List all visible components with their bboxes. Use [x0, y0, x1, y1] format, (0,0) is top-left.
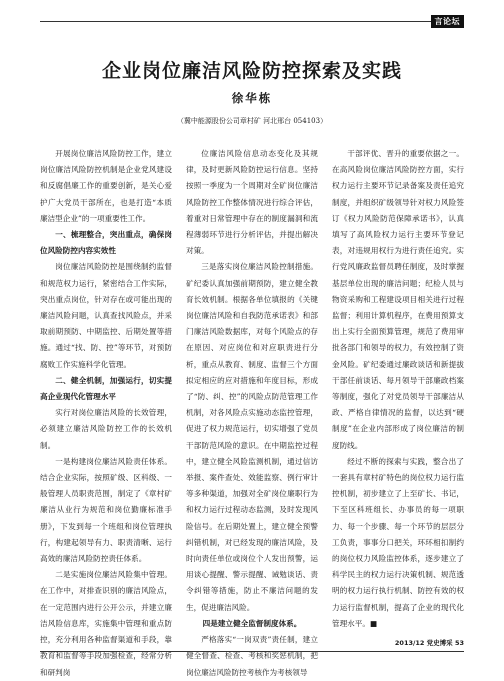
body-paragraph: 位廉洁风险信息动态变化及其规律，及时更新风险防控运行信息。坚持按照一季度为一个周期对全矿岗位廉洁风险防控工作整体情况进行综合评估，着重对日常管理中存在的制度漏洞和流程薄弱环节进行分析评估，并提出解决对策。 [186, 149, 318, 256]
body-paragraph: 实行对岗位廉洁风险的长效管理，必须建立廉洁风险防控工作的长效机制。 [40, 408, 172, 450]
body-paragraph: 三是落实岗位廉洁风险控制措施。矿纪委认真加强前期预防，建立健全教育长效机制。根据各单位填报的《关键岗位廉洁风险和自我防范承诺表》和部门廉洁风险数据库，对每个风险点的存在原因、对应岗位和对应职责进行分析，重点从教育、制度、监督三个方面拟定相应的应对措施和年度目标，形成了“防、纠、控”的风险点防范管理工作机制，对各风险点实施动态监控管理，促进了权力规范运行，切实增强了党员干部防范风险的意识。在中期监控过程中，建立健全风险监测机制，通过信访举报、案件查处、效能监察、例行审计等多种渠道，加强对全矿岗位廉职行为和权力运行过程动态监测，及时发现风险信号。在后期处置上，建立健全预警纠错机制，对已经发现的廉洁风险，及时向责任单位或岗位个人发出预警，运用谈心提醒、警示提醒、诫勉谈话、责令纠错等措施，防止不廉洁问题的发生，促进廉洁风险。 [186, 262, 318, 612]
body-paragraph: 经过不断的探索与实践，整合出了一套具有章村矿特色的岗位权力运行监控机制，初步建立了上至矿长、书记，下至区科班组长、办事员的每一项职力、每一个步骤、每一个环节的层层分工负责，事事分口把关，环环相扣制约的岗位权力风险监控体系，逐步建立了科学民主的权力运行决策机制、规范透明的权力运行执行机制、防控有效的权力运行监督机制，提高了企业的现代化管理水平。■ [332, 456, 464, 628]
column-3 [332, 146, 464, 681]
section-heading: 一、梳理整合，突出重点，确保岗位风险防控内容实效性 [40, 230, 172, 256]
body-paragraph: 岗位廉洁风险防控是围绕制约监督和规范权力运行，紧密结合工作实际，突出重点岗位，针对存在或可能出现的廉洁风险问题，认真查找风险点，并采取前期预防、中期监控、后期处置等措施。通过“找、防、控”等环节，对预防腐败工作实施科学化管理。 [40, 262, 172, 369]
section-heading: 四是建立健全监督制度体系。 [202, 618, 302, 628]
body-paragraph: 严格落实“一岗双责”责任制，建立健全督查、检查、考核和奖惩机制，把岗位廉洁风险防控考核作为考核领导 [186, 635, 318, 677]
author-name: 徐华栋 [231, 91, 273, 105]
article-title: 企业岗位廉洁风险防控探索及实践 [101, 60, 402, 82]
body-paragraph: 干部评优、晋升的重要依据之一。在高风险岗位廉洁风险防控方面，实行权力运行主要环节记录备案及责任追究制度，并组织矿级领导针对权力风险签订《权力风险防范保障承诺书》，认真填写了高风险权力运行主要环节登记表，对违规用权行为进行责任追究。实行党风廉政监督员聘任制度，及时掌握基层单位出现的廉洁问题；纪检人员与物资采购和工程建设项目相关进行过程监督；利用计算机程序，在费用预算支出上实行全面预算管理，规范了费用审批各部门和领导的权力，有效控制了资金风险。矿纪委通过廉政谈话和新提拔干部任前谈话、每月领导干部廉政档案等制度，强化了对党员领导干部廉洁从政、严格自律情况的监督，以达到“硬制度”在企业内部形成了岗位廉洁的制度防线。 [332, 149, 464, 450]
column-1 [40, 146, 172, 681]
author-affiliation: （冀中能源股份公司章村矿 河北邢台 054103） [176, 117, 328, 125]
body-paragraph: 一是构建岗位廉洁风险责任体系。结合企业实际，按照矿级、区科级、一般管理人员职责范围，制定了《章村矿廉洁从业行为规范和岗位勤廉标准手册》，下发到每一个班组和岗位管理执行，构建起领导有力、职责清晰、运行高效的廉洁风险防控责任体系。 [40, 456, 172, 564]
footer-rule [40, 651, 464, 652]
column-2 [186, 146, 318, 681]
body-paragraph: 开展岗位廉洁风险防控工作，建立岗位廉洁风险防控机制是企业党风建设和反腐倡廉工作的重要创新，是关心爱护广大党员干部所在，也是打造“本质廉洁型企业”的一项重要性工作。 [40, 149, 172, 223]
article-body [40, 146, 464, 681]
section-heading: 二、健全机制，加强运行，切实提高企业现代化管理水平 [40, 375, 172, 402]
body-paragraph: 二是实施岗位廉洁风险集中管理。在工作中，对排查识别的廉洁风险点，在一定范围内进行公开公示，并建立廉洁风险信息库，实施集中管理和重点防控，充分利用各种监督渠道和手段，靠教育和监督等手段加强检查，经常分析和研判岗 [40, 570, 172, 677]
header-rule [40, 21, 464, 22]
issue-page-footer: 2013/12 党史博采 53 [394, 639, 464, 647]
section-tag: 言论坛 [431, 15, 465, 28]
